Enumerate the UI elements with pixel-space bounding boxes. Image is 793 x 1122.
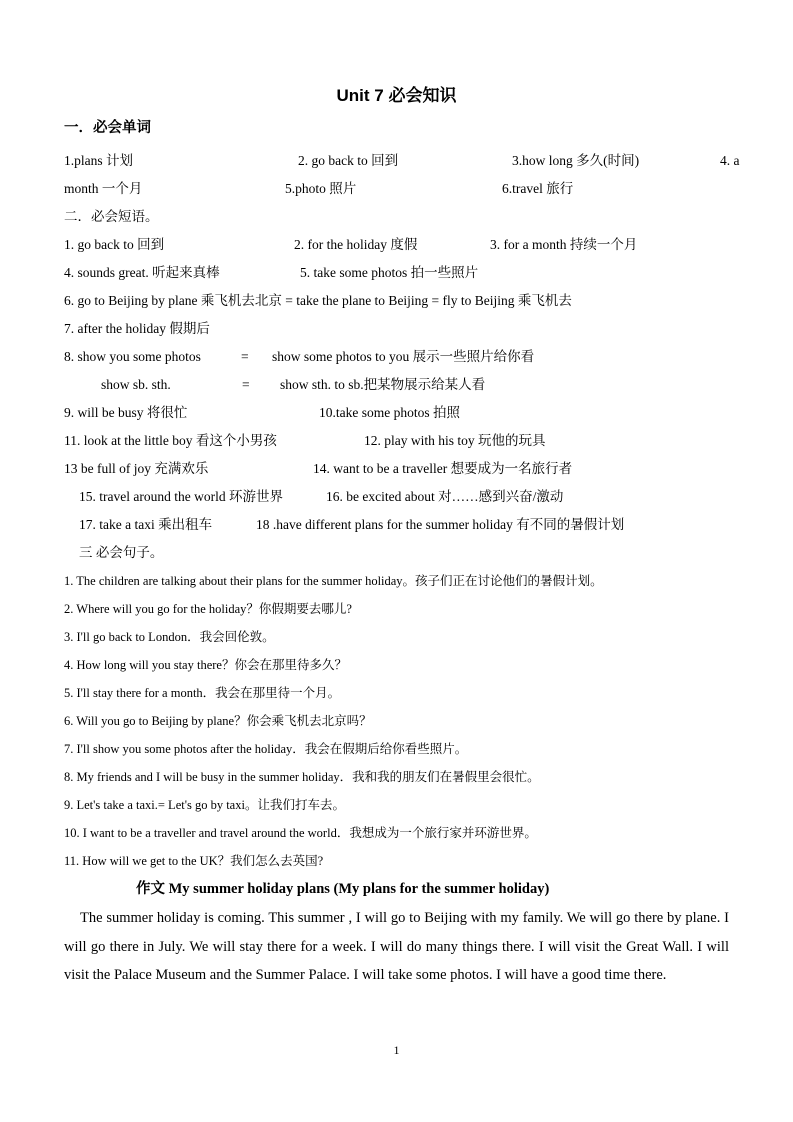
section3-heading: 三 必会句子。 <box>79 545 164 560</box>
phrase: 11. look at the little boy 看这个小男孩 <box>64 433 277 448</box>
essay-title: 作文 My summer holiday plans (My plans for the summer holiday) <box>136 881 550 897</box>
sentence: 2. Where will you go for the holiday？你假期要去哪儿? <box>64 602 352 616</box>
sentence: 11. How will we get to the UK？我们怎么去英国? <box>64 854 324 868</box>
page-title: Unit 7 必会知识 <box>336 86 457 105</box>
phrase: 10.take some photos 拍照 <box>319 405 460 420</box>
sentence: 8. My friends and I will be busy in the summer holiday．我和我的朋友们在暑假里会很忙。 <box>64 770 540 784</box>
phrase: 12. play with his toy 玩他的玩具 <box>364 433 546 448</box>
sentence: 5. I'll stay there for a month．我会在那里待一个月。 <box>64 686 341 700</box>
phrase: 5. take some photos 拍一些照片 <box>300 265 479 280</box>
phrase: 4. sounds great. 听起来真棒 <box>64 265 220 280</box>
vocab-item: 4. a <box>720 153 740 168</box>
phrase: 17. take a taxi 乘出租车 <box>79 517 213 532</box>
vocab-item: 3.how long 多久(时间) <box>512 153 640 168</box>
vocab-item: 6.travel 旅行 <box>502 181 574 196</box>
phrase: 3. for a month 持续一个月 <box>490 237 638 252</box>
phrase: show sb. sth. <box>101 377 171 392</box>
phrase: show some photos to you 展示一些照片给你看 <box>272 349 535 364</box>
phrase: 2. for the holiday 度假 <box>294 237 418 252</box>
page-number: 1 <box>393 1043 400 1057</box>
phrase: 9. will be busy 将很忙 <box>64 405 188 420</box>
section1-heading: 一．必会单词 <box>64 120 151 136</box>
vocab-item: month 一个月 <box>64 181 143 196</box>
phrase: 18 .have different plans for the summer holiday 有不同的暑假计划 <box>256 517 625 532</box>
phrase: 16. be excited about 对……感到兴奋/激动 <box>326 489 564 504</box>
phrase: 13 be full of joy 充满欢乐 <box>64 461 209 476</box>
phrase: 8. show you some photos <box>64 349 201 364</box>
sentence: 10. I want to be a traveller and travel around the world．我想成为一个旅行家并环游世界。 <box>64 826 537 840</box>
essay-body: The summer holiday is coming. This summer , I will go to Beijing with my family. We will go there by plane. I will go there in July. We will stay there for a week. I will do many things there. I will visit the Great Wall. I will visit the Palace Museum and the Summer Palace. I will take some photos. I will have a good time there. <box>64 910 729 983</box>
sentence: 7. I'll show you some photos after the holiday．我会在假期后给你看些照片。 <box>64 742 468 756</box>
vocab-item: 1.plans 计划 <box>64 153 133 168</box>
equals-sign: = <box>241 349 249 364</box>
sentence: 6. Will you go to Beijing by plane？你会乘飞机去北京吗？ <box>64 714 372 728</box>
sentence: 1. The children are talking about their plans for the summer holiday。孩子们正在讨论他们的暑假计划。 <box>64 574 603 588</box>
section2-heading: 二．必会短语。 <box>64 209 159 224</box>
sentence: 3. I'll go back to London．我会回伦敦。 <box>64 630 275 644</box>
equals-sign: = <box>242 377 250 392</box>
phrase-line: 7. after the holiday 假期后 <box>64 321 210 336</box>
vocab-item: 5.photo 照片 <box>285 181 357 196</box>
phrase: show sth. to sb.把某物展示给某人看 <box>280 377 486 392</box>
phrase: 14. want to be a traveller 想要成为一名旅行者 <box>313 461 573 476</box>
phrase: 1. go back to 回到 <box>64 237 165 252</box>
vocab-item: 2. go back to 回到 <box>298 153 399 168</box>
sentence: 9. Let's take a taxi.= Let's go by taxi。让我们打车去。 <box>64 798 345 812</box>
sentence: 4. How long will you stay there？你会在那里待多久？ <box>64 658 347 672</box>
phrase-line: 6. go to Beijing by plane 乘飞机去北京 = take the plane to Beijing = fly to Beijing 乘飞机去 <box>64 293 572 308</box>
phrase: 15. travel around the world 环游世界 <box>79 489 283 504</box>
